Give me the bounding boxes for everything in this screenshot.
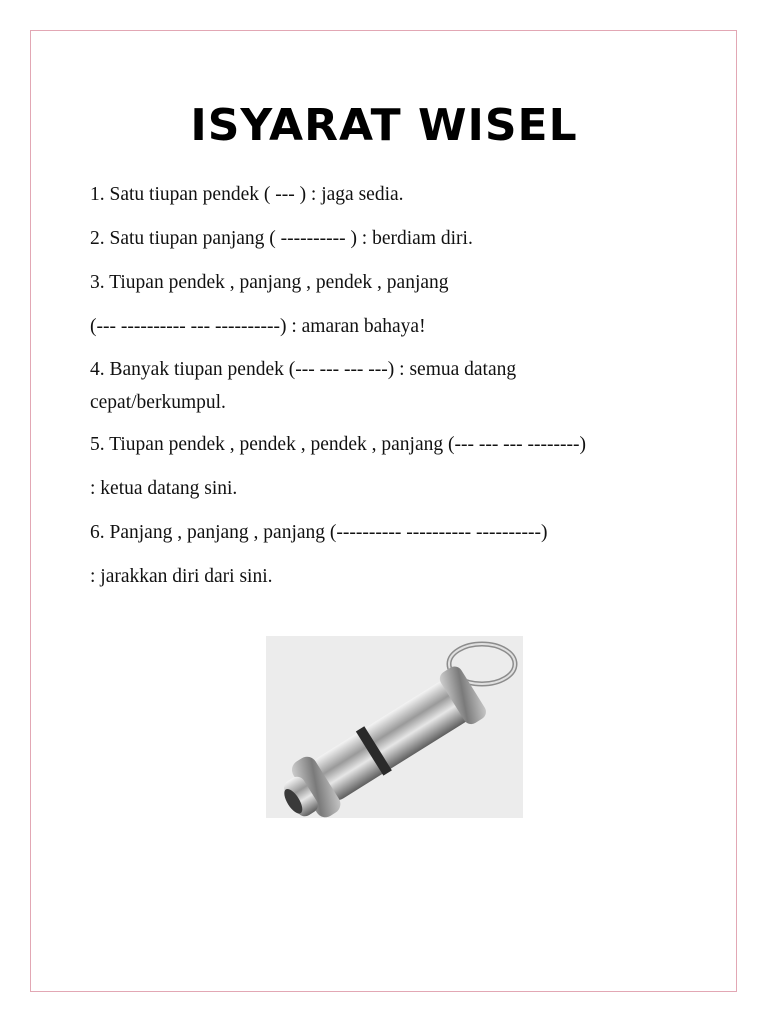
signal-line-3a: 3. Tiupan pendek , panjang , pendek , panjang xyxy=(90,272,449,293)
page-border xyxy=(30,30,737,992)
signal-line-3b: (--- ---------- --- ----------) : amaran bahaya! xyxy=(90,316,426,337)
signal-line-5b: : ketua datang sini. xyxy=(90,478,238,499)
page-title: ISYARAT WISEL xyxy=(190,100,578,151)
signal-line-6a: 6. Panjang , panjang , panjang (---------- ---------- ----------) xyxy=(90,522,548,543)
signal-line-5a: 5. Tiupan pendek , pendek , pendek , panjang (--- --- --- --------) xyxy=(90,434,586,455)
whistle-photo xyxy=(266,636,523,818)
metal-whistle-icon xyxy=(266,636,523,818)
signal-line-4b: cepat/berkumpul. xyxy=(90,392,226,413)
signal-line-2: 2. Satu tiupan panjang ( ---------- ) : berdiam diri. xyxy=(90,228,473,249)
signal-line-1: 1. Satu tiupan pendek ( --- ) : jaga sedia. xyxy=(90,184,404,205)
signal-line-4a: 4. Banyak tiupan pendek (--- --- --- ---) : semua datang xyxy=(90,359,517,380)
signal-line-6b: : jarakkan diri dari sini. xyxy=(90,566,273,587)
